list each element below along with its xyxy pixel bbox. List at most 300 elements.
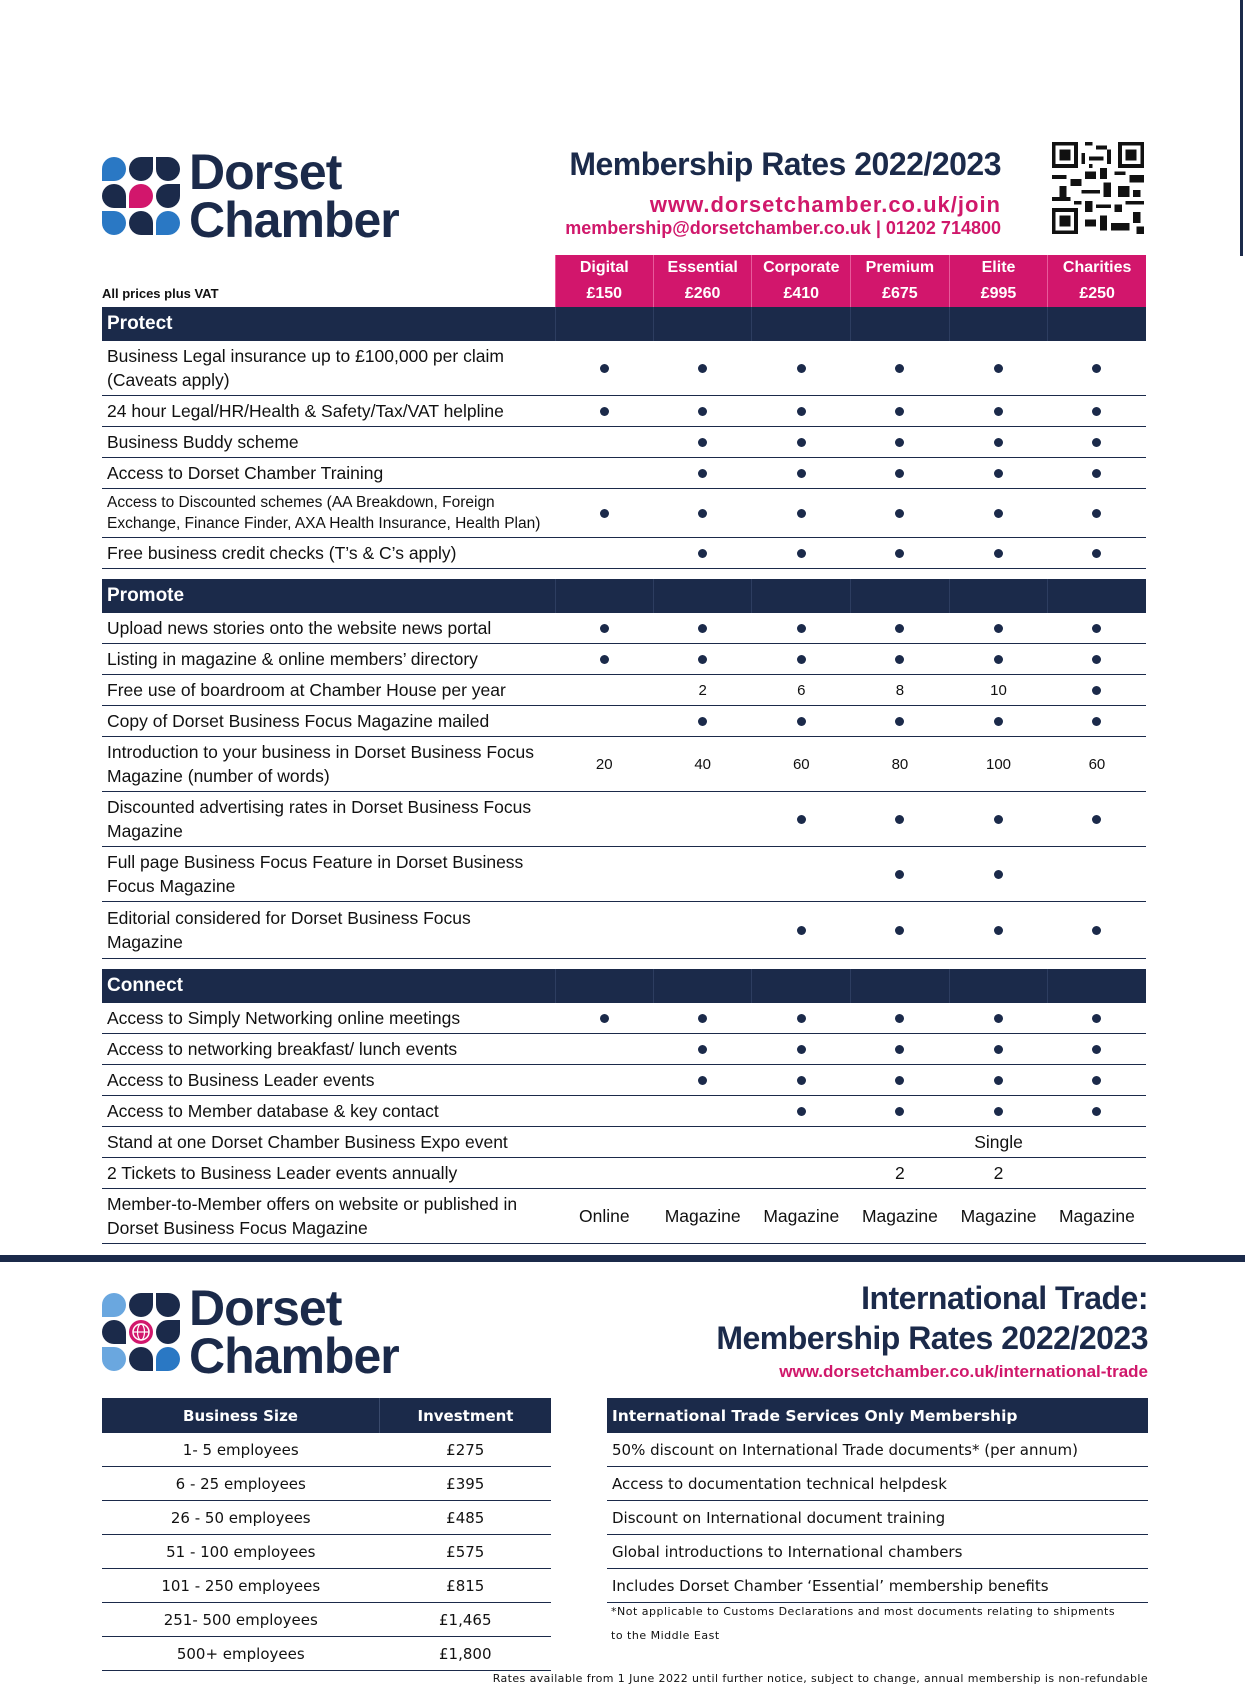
tier-charities: Charities £250: [1048, 255, 1146, 307]
size-header: Business Size: [102, 1398, 380, 1433]
promote-section-title: Promote: [102, 579, 555, 613]
investment-cell: £485: [380, 1501, 552, 1535]
included-cell: [752, 1096, 851, 1127]
value-cell: Magazine: [851, 1189, 950, 1244]
included-dot-icon: [600, 509, 609, 518]
service-item: 50% discount on International Trade documents* (per annum): [607, 1433, 1148, 1467]
included-dot-icon: [797, 815, 806, 824]
included-cell: [752, 792, 851, 847]
included-cell: [1048, 427, 1146, 458]
value-cell: 2: [653, 675, 752, 706]
included-cell: [851, 427, 950, 458]
included-dot-icon: [600, 1014, 609, 1023]
value-cell: 40: [653, 737, 752, 792]
included-cell: [851, 1096, 950, 1127]
footer-note: Rates available from 1 June 2022 until further notice, subject to change, annual membership is non-refundable: [492, 1672, 1148, 1685]
business-size-cell: 500+ employees: [102, 1637, 380, 1671]
included-dot-icon: [797, 655, 806, 664]
included-cell: [752, 1034, 851, 1065]
service-row: [607, 1569, 1148, 1603]
included-dot-icon: [797, 407, 806, 416]
included-dot-icon: [895, 870, 904, 879]
included-cell: [851, 613, 950, 644]
included-cell: [851, 489, 950, 538]
included-cell: [1048, 1096, 1146, 1127]
included-cell: [752, 458, 851, 489]
included-dot-icon: [1092, 469, 1101, 478]
included-dot-icon: [1092, 407, 1101, 416]
included-cell: [949, 613, 1048, 644]
included-dot-icon: [994, 717, 1003, 726]
included-dot-icon: [698, 1076, 707, 1085]
included-dot-icon: [895, 407, 904, 416]
business-size-cell: 1- 5 employees: [102, 1433, 380, 1467]
included-cell: [851, 792, 950, 847]
feature-label: Listing in magazine & online members’ directory: [102, 644, 555, 675]
included-dot-icon: [600, 407, 609, 416]
feature-row: [102, 489, 1146, 538]
value-cell: [752, 847, 851, 902]
value-cell: 10: [949, 675, 1048, 706]
included-cell: [752, 396, 851, 427]
included-dot-icon: [1092, 926, 1101, 935]
contact-info[interactable]: membership@dorsetchamber.co.uk | 01202 714800: [565, 218, 1001, 238]
included-cell: [752, 1003, 851, 1034]
logo-international: [102, 1280, 399, 1384]
feature-label: Upload news stories onto the website news portal: [102, 613, 555, 644]
included-cell: [653, 427, 752, 458]
service-item: Access to documentation technical helpdesk: [607, 1467, 1148, 1501]
value-cell: [653, 1127, 752, 1158]
size-row: [102, 1433, 551, 1467]
protect-section-title: Protect: [102, 307, 555, 341]
included-dot-icon: [698, 364, 707, 373]
connect-section-title: Connect: [102, 969, 555, 1003]
tier-header-row: [102, 255, 1146, 307]
value-cell: Magazine: [1048, 1189, 1146, 1244]
included-dot-icon: [994, 438, 1003, 447]
included-cell: [949, 538, 1048, 569]
included-cell: [752, 1065, 851, 1096]
included-cell: [653, 341, 752, 396]
investment-cell: £1,465: [380, 1603, 552, 1637]
value-cell: [555, 675, 653, 706]
included-cell: [851, 538, 950, 569]
logo-line2: Chamber: [189, 192, 399, 248]
feature-label: 2 Tickets to Business Leader events annually: [102, 1158, 555, 1189]
included-cell: [752, 489, 851, 538]
included-dot-icon: [698, 438, 707, 447]
included-dot-icon: [797, 1107, 806, 1116]
feature-label: Discounted advertising rates in Dorset Business Focus Magazine: [102, 792, 555, 847]
promote-section: [102, 579, 1146, 959]
included-dot-icon: [1092, 364, 1101, 373]
feature-label: Copy of Dorset Business Focus Magazine mailed: [102, 706, 555, 737]
service-row: [607, 1535, 1148, 1569]
included-dot-icon: [994, 624, 1003, 633]
business-size-cell: 26 - 50 employees: [102, 1501, 380, 1535]
included-dot-icon: [797, 624, 806, 633]
logo-line1: Dorset: [189, 144, 342, 200]
feature-label: Access to networking breakfast/ lunch events: [102, 1034, 555, 1065]
included-dot-icon: [994, 815, 1003, 824]
feature-label: Member-to-Member offers on website or published in Dorset Business Focus Magazine: [102, 1189, 555, 1244]
included-cell: [949, 341, 1048, 396]
included-dot-icon: [895, 438, 904, 447]
included-dot-icon: [895, 1107, 904, 1116]
size-row: [102, 1467, 551, 1501]
connect-section: [102, 969, 1146, 1244]
included-cell: [653, 644, 752, 675]
included-cell: [752, 644, 851, 675]
service-item: Global introductions to International chambers: [607, 1535, 1148, 1569]
included-dot-icon: [698, 509, 707, 518]
included-dot-icon: [698, 717, 707, 726]
included-dot-icon: [895, 1045, 904, 1054]
feature-label: Free business credit checks (T’s & C’s apply): [102, 538, 555, 569]
tier-digital: Digital £150: [555, 255, 653, 307]
business-size-cell: 6 - 25 employees: [102, 1467, 380, 1501]
value-cell: Magazine: [653, 1189, 752, 1244]
value-cell: 8: [851, 675, 950, 706]
included-dot-icon: [994, 1045, 1003, 1054]
included-cell: [851, 458, 950, 489]
feature-row: [102, 792, 1146, 847]
size-row: [102, 1501, 551, 1535]
included-cell: [949, 396, 1048, 427]
included-dot-icon: [1092, 1107, 1101, 1116]
included-cell: [555, 1003, 653, 1034]
included-cell: [1048, 902, 1146, 959]
international-title-line1: International Trade:: [861, 1280, 1148, 1316]
included-cell: [949, 489, 1048, 538]
included-cell: [653, 396, 752, 427]
included-cell: [851, 341, 950, 396]
value-cell: 2: [851, 1158, 950, 1189]
business-size-cell: 101 - 250 employees: [102, 1569, 380, 1603]
included-dot-icon: [895, 624, 904, 633]
investment-cell: £575: [380, 1535, 552, 1569]
included-dot-icon: [698, 469, 707, 478]
value-cell: Single: [949, 1127, 1048, 1158]
investment-header: Investment: [380, 1398, 552, 1433]
included-dot-icon: [895, 1076, 904, 1085]
included-dot-icon: [895, 549, 904, 558]
value-cell: [555, 706, 653, 737]
included-cell: [1048, 675, 1146, 706]
feature-row: [102, 341, 1146, 396]
included-cell: [653, 1034, 752, 1065]
feature-label: Introduction to your business in Dorset Business Focus Magazine (number of words): [102, 737, 555, 792]
logo-line2-international: Chamber: [189, 1328, 399, 1384]
included-cell: [1048, 1065, 1146, 1096]
value-cell: 80: [851, 737, 950, 792]
join-url[interactable]: www.dorsetchamber.co.uk/join: [649, 192, 1001, 217]
included-dot-icon: [994, 926, 1003, 935]
value-cell: [555, 458, 653, 489]
international-title-line2: Membership Rates 2022/2023: [716, 1320, 1148, 1356]
included-cell: [752, 427, 851, 458]
included-cell: [949, 902, 1048, 959]
feature-label: Access to Simply Networking online meetings: [102, 1003, 555, 1034]
included-dot-icon: [895, 717, 904, 726]
included-dot-icon: [1092, 1045, 1101, 1054]
included-dot-icon: [797, 509, 806, 518]
membership-table: [102, 255, 1146, 1244]
included-cell: [851, 396, 950, 427]
included-dot-icon: [797, 1014, 806, 1023]
value-cell: 6: [752, 675, 851, 706]
feature-row: [102, 706, 1146, 737]
included-cell: [949, 1096, 1048, 1127]
feature-row: [102, 1003, 1146, 1034]
investment-cell: £815: [380, 1569, 552, 1603]
included-cell: [555, 341, 653, 396]
included-cell: [752, 538, 851, 569]
included-dot-icon: [994, 509, 1003, 518]
feature-row: [102, 1127, 1146, 1158]
value-cell: 100: [949, 737, 1048, 792]
value-cell: 60: [752, 737, 851, 792]
value-cell: [653, 1096, 752, 1127]
included-dot-icon: [797, 438, 806, 447]
included-cell: [653, 706, 752, 737]
included-cell: [653, 489, 752, 538]
feature-label: Access to Member database & key contact: [102, 1096, 555, 1127]
included-cell: [1048, 1003, 1146, 1034]
feature-label: Free use of boardroom at Chamber House per year: [102, 675, 555, 706]
vat-note: All prices plus VAT: [102, 286, 219, 301]
included-cell: [1048, 1034, 1146, 1065]
value-cell: [555, 847, 653, 902]
business-size-table: [102, 1398, 551, 1671]
included-dot-icon: [895, 364, 904, 373]
feature-row: [102, 847, 1146, 902]
size-row: [102, 1637, 551, 1671]
included-cell: [851, 644, 950, 675]
feature-label: Stand at one Dorset Chamber Business Expo event: [102, 1127, 555, 1158]
included-cell: [1048, 489, 1146, 538]
feature-label: 24 hour Legal/HR/Health & Safety/Tax/VAT helpline: [102, 396, 555, 427]
included-dot-icon: [797, 717, 806, 726]
included-cell: [555, 396, 653, 427]
included-cell: [1048, 341, 1146, 396]
included-dot-icon: [994, 549, 1003, 558]
included-cell: [1048, 706, 1146, 737]
edge-line: [1240, 0, 1243, 256]
included-dot-icon: [895, 815, 904, 824]
value-cell: 2: [949, 1158, 1048, 1189]
included-dot-icon: [698, 407, 707, 416]
value-cell: [555, 427, 653, 458]
included-dot-icon: [1092, 1076, 1101, 1085]
value-cell: [1048, 1158, 1146, 1189]
included-dot-icon: [895, 509, 904, 518]
feature-row: [102, 458, 1146, 489]
footnote: *Not applicable to Customs Declarations and most documents relating to shipments to the Middle East: [611, 1605, 1116, 1642]
value-cell: [555, 538, 653, 569]
included-dot-icon: [797, 364, 806, 373]
service-item: Includes Dorset Chamber ‘Essential’ membership benefits: [607, 1569, 1148, 1603]
included-dot-icon: [1092, 686, 1101, 695]
value-cell: [752, 1127, 851, 1158]
included-cell: [555, 613, 653, 644]
value-cell: [653, 847, 752, 902]
value-cell: [555, 1127, 653, 1158]
investment-cell: £275: [380, 1433, 552, 1467]
included-dot-icon: [698, 549, 707, 558]
value-cell: [653, 902, 752, 959]
feature-label: Business Buddy scheme: [102, 427, 555, 458]
included-dot-icon: [600, 364, 609, 373]
tier-essential: Essential £260: [653, 255, 752, 307]
feature-row: [102, 427, 1146, 458]
included-dot-icon: [1092, 717, 1101, 726]
promote-section-header: [102, 579, 1146, 613]
protect-section-header: [102, 307, 1146, 341]
feature-row: [102, 737, 1146, 792]
feature-label: Editorial considered for Dorset Business Focus Magazine: [102, 902, 555, 959]
section-divider: [0, 1255, 1245, 1262]
included-dot-icon: [1092, 509, 1101, 518]
included-dot-icon: [994, 469, 1003, 478]
included-dot-icon: [994, 1107, 1003, 1116]
included-dot-icon: [797, 469, 806, 478]
logo-text: [189, 144, 399, 248]
feature-row: [102, 675, 1146, 706]
page-title: Membership Rates 2022/2023: [569, 146, 1001, 182]
services-header: International Trade Services Only Membership: [607, 1398, 1148, 1433]
connect-section-header: [102, 969, 1146, 1003]
included-dot-icon: [600, 624, 609, 633]
included-dot-icon: [994, 655, 1003, 664]
value-cell: Magazine: [949, 1189, 1048, 1244]
feature-row: [102, 1189, 1146, 1244]
included-cell: [653, 1065, 752, 1096]
investment-cell: £395: [380, 1467, 552, 1501]
service-row: [607, 1467, 1148, 1501]
feature-label: Full page Business Focus Feature in Dorset Business Focus Magazine: [102, 847, 555, 902]
included-dot-icon: [994, 1014, 1003, 1023]
included-cell: [653, 458, 752, 489]
included-dot-icon: [797, 549, 806, 558]
included-dot-icon: [698, 1045, 707, 1054]
services-table: [607, 1398, 1148, 1603]
value-cell: [851, 1127, 950, 1158]
included-cell: [1048, 613, 1146, 644]
international-url[interactable]: www.dorsetchamber.co.uk/international-trade: [779, 1362, 1148, 1381]
included-cell: [653, 1003, 752, 1034]
included-cell: [555, 644, 653, 675]
included-cell: [851, 1034, 950, 1065]
value-cell: [555, 1065, 653, 1096]
feature-row: [102, 1065, 1146, 1096]
value-cell: [653, 792, 752, 847]
included-dot-icon: [994, 407, 1003, 416]
feature-row: [102, 613, 1146, 644]
value-cell: 60: [1048, 737, 1146, 792]
included-dot-icon: [797, 926, 806, 935]
included-dot-icon: [600, 655, 609, 664]
feature-label: Business Legal insurance up to £100,000 per claim (Caveats apply): [102, 341, 555, 396]
feature-row: [102, 1096, 1146, 1127]
included-dot-icon: [895, 1014, 904, 1023]
included-dot-icon: [1092, 438, 1101, 447]
value-cell: Online: [555, 1189, 653, 1244]
included-cell: [851, 706, 950, 737]
included-cell: [653, 538, 752, 569]
included-cell: [949, 792, 1048, 847]
business-size-cell: 51 - 100 employees: [102, 1535, 380, 1569]
included-cell: [851, 847, 950, 902]
size-row: [102, 1535, 551, 1569]
included-dot-icon: [895, 655, 904, 664]
value-cell: [752, 1158, 851, 1189]
feature-row: [102, 396, 1146, 427]
feature-label: Access to Discounted schemes (AA Breakdown, Foreign Exchange, Finance Finder, AXA Health Insurance, Health Plan): [102, 489, 555, 538]
included-cell: [653, 613, 752, 644]
included-cell: [1048, 458, 1146, 489]
included-cell: [752, 902, 851, 959]
included-cell: [752, 706, 851, 737]
feature-row: [102, 538, 1146, 569]
business-size-cell: 251- 500 employees: [102, 1603, 380, 1637]
included-dot-icon: [698, 1014, 707, 1023]
included-dot-icon: [1092, 655, 1101, 664]
included-dot-icon: [994, 870, 1003, 879]
size-row: [102, 1569, 551, 1603]
included-dot-icon: [895, 926, 904, 935]
value-cell: [555, 792, 653, 847]
included-cell: [949, 847, 1048, 902]
feature-label: Access to Business Leader events: [102, 1065, 555, 1096]
qr-code-icon: [1052, 142, 1144, 234]
tier-elite: Elite £995: [949, 255, 1048, 307]
included-cell: [949, 1003, 1048, 1034]
included-cell: [851, 1003, 950, 1034]
logo: [102, 144, 399, 248]
included-cell: [949, 458, 1048, 489]
included-cell: [1048, 644, 1146, 675]
protect-section: [102, 307, 1146, 569]
included-dot-icon: [1092, 549, 1101, 558]
value-cell: [653, 1158, 752, 1189]
investment-cell: £1,800: [380, 1637, 552, 1671]
included-dot-icon: [797, 1076, 806, 1085]
included-cell: [949, 1034, 1048, 1065]
included-cell: [752, 613, 851, 644]
included-cell: [949, 706, 1048, 737]
included-cell: [949, 427, 1048, 458]
included-cell: [555, 489, 653, 538]
feature-row: [102, 644, 1146, 675]
included-cell: [949, 1065, 1048, 1096]
included-dot-icon: [1092, 624, 1101, 633]
included-dot-icon: [698, 624, 707, 633]
feature-row: [102, 902, 1146, 959]
value-cell: Magazine: [752, 1189, 851, 1244]
logo-line1-international: Dorset: [189, 1280, 342, 1336]
value-cell: 20: [555, 737, 653, 792]
included-dot-icon: [797, 1045, 806, 1054]
value-cell: [1048, 1127, 1146, 1158]
size-row: [102, 1603, 551, 1637]
included-dot-icon: [994, 364, 1003, 373]
included-cell: [752, 341, 851, 396]
service-row: [607, 1501, 1148, 1535]
included-dot-icon: [994, 1076, 1003, 1085]
value-cell: [555, 1034, 653, 1065]
